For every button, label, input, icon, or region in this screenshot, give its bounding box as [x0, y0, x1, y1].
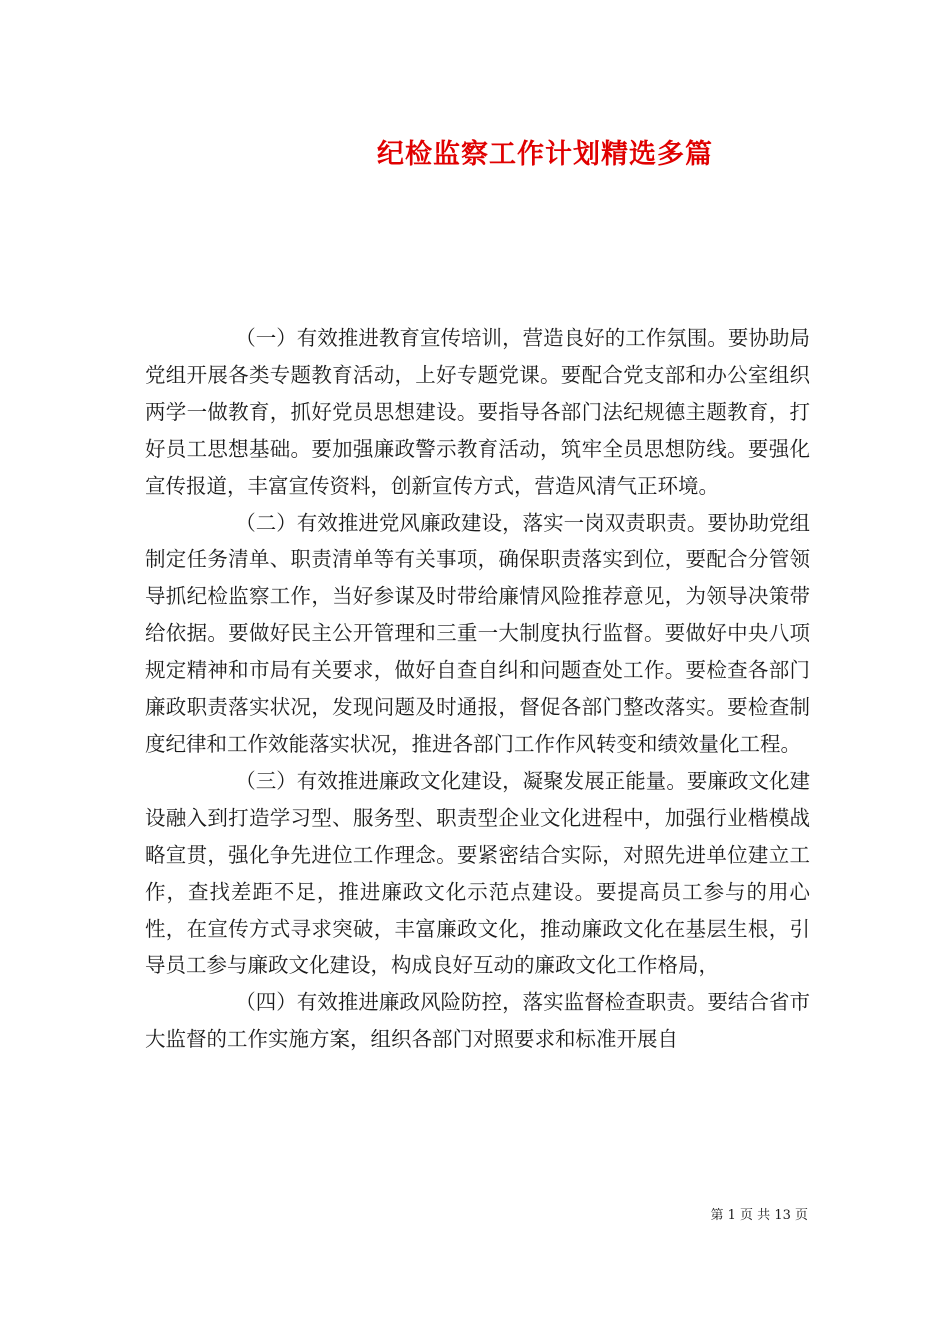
paragraph-4: （四）有效推进廉政风险防控，落实监督检查职责。要结合省市大监督的工作实施方案，组织各部门对照要求和标准开展自: [145, 990, 810, 1052]
page-number-footer: 第 1 页 共 13 页: [710, 1208, 808, 1223]
paragraph-3: （三）有效推进廉政文化建设，凝聚发展正能量。要廉政文化建设融入到打造学习型、服务型、职责型企业文化进程中，加强行业楷模战略宣贯，强化争先进位工作理念。要紧密结合实际，对照先进单位建立工作，查找差距不足，推进廉政文化示范点建设。要提高员工参与的用心性，在宣传方式寻求突破，丰富廉政文化，推动廉政文化在基层生根，引导员工参与廉政文化建设，构成良好互动的廉政文化工作格局，: [145, 768, 810, 978]
document-body: [145, 320, 810, 1058]
paragraph-2: （二）有效推进党风廉政建设，落实一岗双责职责。要协助党组制定任务清单、职责清单等有关事项，确保职责落实到位，要配合分管领导抓纪检监察工作，当好参谋及时带给廉情风险推荐意见，为领导决策带给依据。要做好民主公开管理和三重一大制度执行监督。要做好中央八项规定精神和市局有关要求，做好自查自纠和问题查处工作。要检查各部门廉政职责落实状况，发现问题及时通报，督促各部门整改落实。要检查制度纪律和工作效能落实状况，推进各部门工作作风转变和绩效量化工程。: [145, 510, 810, 756]
paragraph-1: （一）有效推进教育宣传培训，营造良好的工作氛围。要协助局党组开展各类专题教育活动，上好专题党课。要配合党支部和办公室组织两学一做教育，抓好党员思想建设。要指导各部门法纪规德主题教育，打好员工思想基础。要加强廉政警示教育活动，筑牢全员思想防线。要强化宣传报道，丰富宣传资料，创新宣传方式，营造风清气正环境。: [145, 326, 810, 498]
document-title: 纪检监察工作计划精选多篇: [377, 139, 713, 170]
